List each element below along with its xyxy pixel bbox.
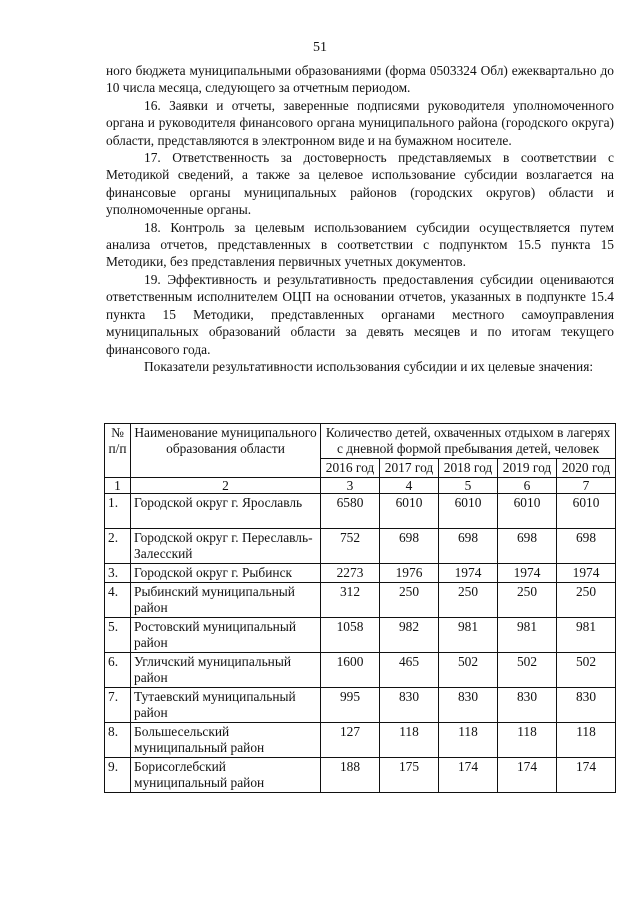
table-caption: Показатели результативности использования субсидии и их целевые значения: [144, 358, 594, 374]
value-cell: 250 [498, 583, 557, 618]
municipality-name: Ростовский муниципальный район [131, 618, 321, 653]
row-number: 1. [105, 494, 131, 529]
value-cell: 1974 [557, 564, 616, 583]
value-cell: 118 [439, 723, 498, 758]
value-cell: 174 [498, 758, 557, 793]
value-cell: 118 [380, 723, 439, 758]
header-row [105, 424, 616, 459]
header-year: 2020 год [557, 459, 616, 478]
table-row [105, 758, 616, 793]
value-cell: 188 [321, 758, 380, 793]
table-row [105, 723, 616, 758]
value-cell: 698 [380, 529, 439, 564]
value-cell: 1974 [498, 564, 557, 583]
value-cell: 6010 [498, 494, 557, 529]
value-cell: 465 [380, 653, 439, 688]
header-year: 2017 год [380, 459, 439, 478]
row-number: 2. [105, 529, 131, 564]
municipality-name: Городской округ г. Переславль-Залесский [131, 529, 321, 564]
column-index: 1 [105, 478, 131, 494]
paragraph-18: 18. Контроль за целевым использованием субсидии осуществляется путем анализа отчетов, представленных в соответствии с подпунктом 15.5 пункта 15 Методики, без представления первичных учетных документов. [106, 219, 614, 270]
value-cell: 118 [498, 723, 557, 758]
row-number: 7. [105, 688, 131, 723]
value-cell: 982 [380, 618, 439, 653]
value-cell: 175 [380, 758, 439, 793]
value-cell: 830 [439, 688, 498, 723]
table-row [105, 653, 616, 688]
municipality-name: Борисоглебский муниципальный район [131, 758, 321, 793]
value-cell: 698 [557, 529, 616, 564]
value-cell: 830 [380, 688, 439, 723]
value-cell: 981 [439, 618, 498, 653]
value-cell: 1058 [321, 618, 380, 653]
row-number: 5. [105, 618, 131, 653]
value-cell: 250 [557, 583, 616, 618]
value-cell: 698 [498, 529, 557, 564]
results-table [104, 423, 616, 793]
header-name: Наименование муниципального образования области [131, 424, 321, 478]
municipality-name: Угличский муниципальный район [131, 653, 321, 688]
value-cell: 1974 [439, 564, 498, 583]
column-index: 7 [557, 478, 616, 494]
header-group: Количество детей, охваченных отдыхом в лагерях с дневной формой пребывания детей, человек [321, 424, 616, 459]
header-year: 2019 год [498, 459, 557, 478]
municipality-name: Большесельский муниципальный район [131, 723, 321, 758]
value-cell: 6010 [439, 494, 498, 529]
table-row [105, 583, 616, 618]
page-number: 51 [313, 40, 327, 55]
value-cell: 1976 [380, 564, 439, 583]
row-number: 3. [105, 564, 131, 583]
column-index: 3 [321, 478, 380, 494]
column-index-row [105, 478, 616, 494]
municipality-name: Городской округ г. Рыбинск [131, 564, 321, 583]
municipality-name: Городской округ г. Ярославль [131, 494, 321, 529]
column-index: 4 [380, 478, 439, 494]
value-cell: 981 [498, 618, 557, 653]
header-year: 2018 год [439, 459, 498, 478]
column-index: 2 [131, 478, 321, 494]
value-cell: 250 [380, 583, 439, 618]
value-cell: 502 [439, 653, 498, 688]
column-index: 5 [439, 478, 498, 494]
table-row [105, 494, 616, 529]
row-number: 4. [105, 583, 131, 618]
paragraph-17: 17. Ответственность за достоверность представляемых в соответствии с Методикой сведений, а также за целевое использование субсидии возлагается на финансовые органы муниципальных районов (городских округов) области и уполномоченные органы. [106, 150, 614, 218]
value-cell: 118 [557, 723, 616, 758]
value-cell: 2273 [321, 564, 380, 583]
municipality-name: Рыбинский муниципальный район [131, 583, 321, 618]
value-cell: 6010 [557, 494, 616, 529]
value-cell: 981 [557, 618, 616, 653]
municipality-name: Тутаевский муниципальный район [131, 688, 321, 723]
row-number: 8. [105, 723, 131, 758]
value-cell: 127 [321, 723, 380, 758]
table-row [105, 529, 616, 564]
value-cell: 698 [439, 529, 498, 564]
table-row [105, 564, 616, 583]
value-cell: 502 [557, 653, 616, 688]
paragraph-continuation: ного бюджета муниципальными образованиями (форма 0503324 Обл) ежеквартально до 10 числа месяца, следующего за отчетным периодом. [106, 63, 614, 96]
column-index: 6 [498, 478, 557, 494]
value-cell: 502 [498, 653, 557, 688]
value-cell: 6580 [321, 494, 380, 529]
value-cell: 174 [439, 758, 498, 793]
value-cell: 752 [321, 529, 380, 564]
row-number: 9. [105, 758, 131, 793]
row-number: 6. [105, 653, 131, 688]
value-cell: 830 [557, 688, 616, 723]
table-row [105, 688, 616, 723]
body-text [106, 62, 614, 375]
value-cell: 1600 [321, 653, 380, 688]
value-cell: 312 [321, 583, 380, 618]
value-cell: 250 [439, 583, 498, 618]
header-year: 2016 год [321, 459, 380, 478]
header-num: № п/п [105, 424, 131, 478]
paragraph-16: 16. Заявки и отчеты, заверенные подписями руководителя уполномоченного органа и руководителя финансового органа муниципального района (городского округа) области, представляются в электронном виде и на бумажном носителе. [106, 97, 614, 148]
table-row [105, 618, 616, 653]
value-cell: 6010 [380, 494, 439, 529]
value-cell: 995 [321, 688, 380, 723]
paragraph-19: 19. Эффективность и результативность предоставления субсидии оцениваются ответственным исполнителем ОЦП на основании отчетов, указанных в подпункте 15.4 пункта 15 Методики, представленных органами местного самоуправления муниципальных образований области за девять месяцев и по итогам текущего финансового года. [106, 271, 614, 357]
value-cell: 174 [557, 758, 616, 793]
value-cell: 830 [498, 688, 557, 723]
